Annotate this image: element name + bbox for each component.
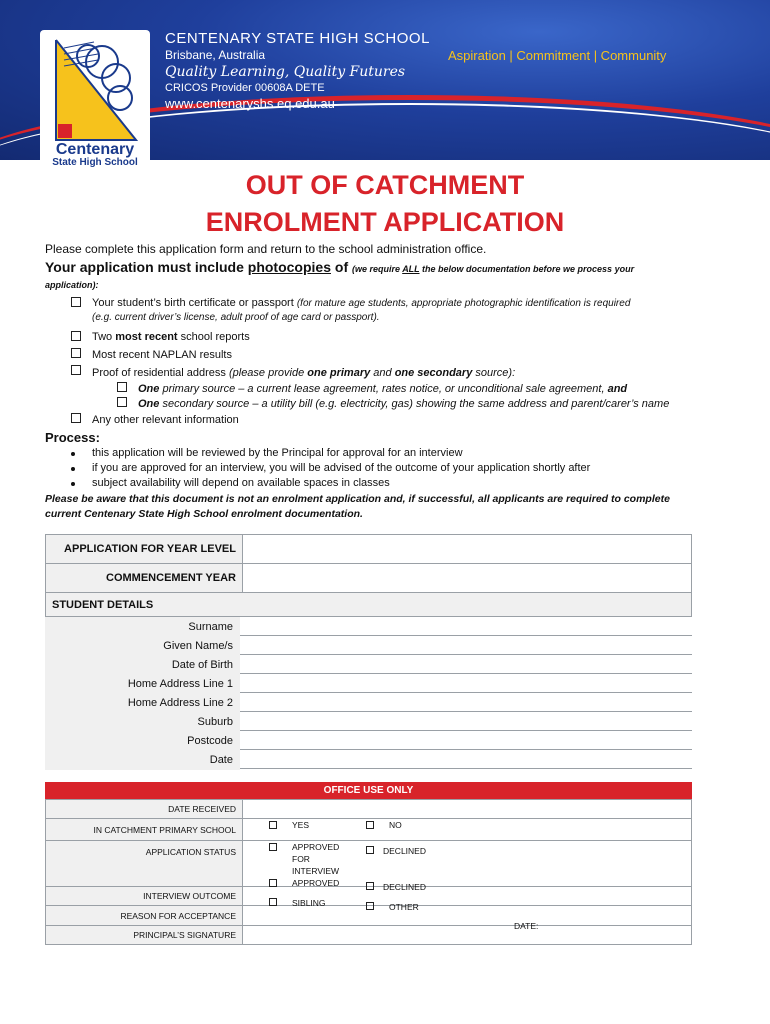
checkbox-secondary-source[interactable] (117, 397, 127, 407)
address-line2-field[interactable] (240, 711, 692, 712)
req-item-residential-address: Proof of residential address (please provide one primary and one secondary source): (92, 367, 516, 379)
logo-name: Centenary (55, 141, 135, 158)
catchment-label: IN CATCHMENT PRIMARY SCHOOL (46, 819, 243, 841)
date-received-label: DATE RECEIVED (46, 800, 243, 819)
date-field[interactable] (240, 768, 692, 769)
commencement-label: COMMENCEMENT YEAR (46, 564, 243, 593)
date-label: Date (209, 754, 233, 766)
checkbox-birth-certificate[interactable] (71, 297, 81, 307)
option-interview-declined: DECLINED (383, 882, 426, 892)
suburb-field[interactable] (240, 730, 692, 731)
year-level-field[interactable] (243, 535, 692, 564)
school-tagline: Quality Learning, Quality Futures (165, 64, 406, 80)
postcode-label: Postcode (187, 735, 233, 747)
surname-field[interactable] (240, 635, 692, 636)
req-item-school-reports: Two most recent school reports (92, 331, 250, 343)
year-level-label: APPLICATION FOR YEAR LEVEL (46, 535, 243, 564)
signature-label: PRINCIPAL’S SIGNATURE (46, 926, 243, 945)
school-logo (40, 30, 150, 172)
req-item-naplan: Most recent NAPLAN results (92, 349, 232, 361)
process-note: Please be aware that this document is not an enrolment application and, if successful, all applicants are required to complete (45, 493, 670, 505)
logo-subname: State High School (52, 157, 138, 168)
school-motto: Aspiration | Commitment | Community (448, 48, 667, 63)
reason-label: REASON FOR ACCEPTANCE (46, 906, 243, 926)
option-yes: YES (292, 820, 310, 830)
given-names-field[interactable] (240, 654, 692, 655)
school-name: CENTENARY STATE HIGH SCHOOL (165, 30, 430, 47)
signature-field[interactable] (243, 926, 692, 945)
logo-emblem-icon (54, 38, 138, 142)
checkbox-declined[interactable] (366, 846, 374, 854)
address-line1-label: Home Address Line 1 (127, 678, 233, 690)
req-item-birth-certificate-cont: (e.g. current driver’s license, adult proof of age card or passport). (92, 312, 380, 323)
process-step: subject availability will depend on available spaces in classes (92, 477, 390, 489)
option-approved-interview: INTERVIEW (292, 866, 340, 876)
checkbox-sibling[interactable] (269, 898, 277, 906)
process-heading: Process: (45, 430, 100, 445)
checkbox-approved-for-interview[interactable] (269, 843, 277, 851)
req-sub-primary-source: One primary source – a current lease agreement, rates notice, or unconditional sale agreement, and (138, 383, 628, 395)
process-step: if you are approved for an interview, you will be advised of the outcome of your application shortly after (92, 462, 591, 474)
form-title-line2: ENROLMENT APPLICATION (205, 207, 565, 237)
given-names-label: Given Name/s (163, 640, 233, 652)
bullet-icon (71, 467, 75, 471)
option-declined: DECLINED (383, 846, 426, 856)
surname-label: Surname (188, 621, 233, 633)
application-table (45, 534, 692, 617)
option-interview-approved: APPROVED (292, 878, 340, 888)
date-received-field[interactable] (243, 800, 692, 819)
checkbox-interview-approved[interactable] (269, 879, 277, 887)
bullet-icon (71, 452, 75, 456)
student-details-heading: STUDENT DETAILS (46, 593, 692, 617)
process-step: this application will be reviewed by the Principal for approval for an interview (92, 447, 463, 459)
checkbox-interview-declined[interactable] (366, 882, 374, 890)
option-no: NO (389, 820, 402, 830)
cricos-number: CRICOS Provider 00608A DETE (165, 82, 325, 94)
interview-label: INTERVIEW OUTCOME (46, 887, 243, 906)
form-title-line1: OUT OF CATCHMENT (245, 170, 525, 200)
school-website: www.centenaryshs.eq.edu.au (165, 96, 335, 111)
requirements-heading: Your application must include photocopies of (we require ALL the below documentation before we process your (45, 259, 635, 275)
option-approved: APPROVED (292, 842, 340, 852)
office-use-heading: OFFICE USE ONLY (45, 782, 692, 799)
address-line1-field[interactable] (240, 692, 692, 693)
bullet-icon (71, 482, 75, 486)
checkbox-school-reports[interactable] (71, 331, 81, 341)
req-sub-secondary-source: One secondary source – a utility bill (e.g. electricity, gas) showing the same address and parent/carer’s name (138, 398, 670, 410)
date-of-birth-field[interactable] (240, 673, 692, 674)
process-note-cont: current Centenary State High School enrolment documentation. (45, 508, 363, 520)
status-label: APPLICATION STATUS (46, 841, 243, 887)
signature-date-label: DATE: (514, 921, 539, 931)
checkbox-no[interactable] (366, 821, 374, 829)
address-line2-label: Home Address Line 2 (127, 697, 233, 709)
suburb-label: Suburb (197, 716, 233, 728)
req-item-other-info: Any other relevant information (92, 414, 239, 426)
option-sibling: SIBLING (292, 898, 326, 908)
school-location: Brisbane, Australia (165, 48, 266, 62)
option-other: OTHER (389, 902, 419, 912)
catchment-options (243, 819, 692, 841)
checkbox-other-info[interactable] (71, 413, 81, 423)
checkbox-primary-source[interactable] (117, 382, 127, 392)
date-of-birth-label: Date of Birth (171, 659, 233, 671)
req-item-birth-certificate: Your student’s birth certificate or passport (for mature age students, appropriate photographic identification is required (92, 297, 631, 309)
commencement-field[interactable] (243, 564, 692, 593)
reason-options (243, 906, 692, 926)
checkbox-naplan[interactable] (71, 348, 81, 358)
requirements-note-cont: application): (45, 280, 99, 290)
option-approved-for: FOR (292, 854, 310, 864)
postcode-field[interactable] (240, 749, 692, 750)
checkbox-residential-address[interactable] (71, 365, 81, 375)
checkbox-yes[interactable] (269, 821, 277, 829)
checkbox-other[interactable] (366, 902, 374, 910)
intro-text: Please complete this application form and return to the school administration office. (45, 242, 487, 256)
